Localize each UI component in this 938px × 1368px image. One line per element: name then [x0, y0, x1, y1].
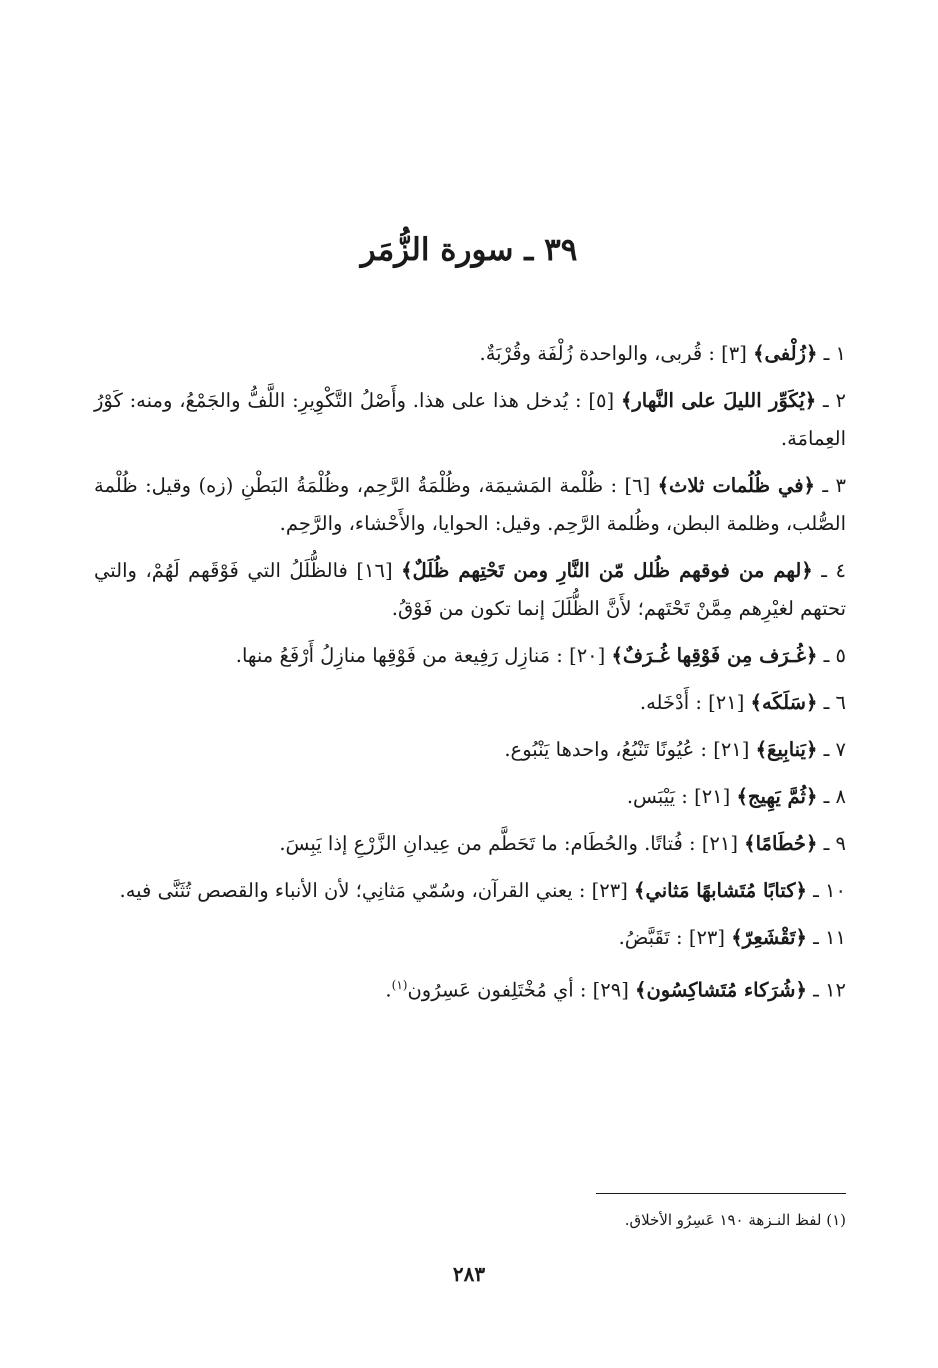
- entry-8: [94, 778, 846, 816]
- verse-ref: [٢١]: [694, 785, 731, 808]
- entry-number: ٢ ـ: [822, 389, 846, 412]
- quranic-word: ﴿كتابًا مُتَشابهًا مَثاني﴾: [634, 879, 807, 902]
- quranic-word: ﴿زُلْفى﴾: [753, 342, 818, 365]
- entry-number: ٣ ـ: [822, 474, 846, 497]
- entry-10: [94, 872, 846, 910]
- entry-3: [94, 467, 846, 543]
- quranic-word: ﴿ثُمَّ يَهِيج﴾: [736, 785, 818, 808]
- quranic-word: ﴿سَلَكَه﴾: [750, 691, 818, 714]
- verse-ref: [٢١]: [708, 691, 745, 714]
- verse-ref: [٣]: [721, 342, 747, 365]
- verse-ref: [٢١]: [713, 738, 750, 761]
- entry-12: [94, 966, 846, 1010]
- quranic-word: ﴿تَقْشَعِرّ﴾: [731, 926, 807, 949]
- footnote-marker[interactable]: (١): [391, 978, 408, 992]
- gloss: فالظُّلَلُ التي فَوْقَهم لَهُمْ، والتي تحتهم لغيْرِهم مِمَّنْ تَحْتَهم؛ لأَنَّ الظُّلَلَ إنما تكون من فَوْقُ.: [94, 559, 846, 620]
- gloss: : تَقَبَّضُ.: [618, 926, 683, 949]
- quranic-word: ﴿يَنابِيعَ﴾: [755, 738, 818, 761]
- entry-1: [94, 335, 846, 373]
- page-number: ٢٨٣: [452, 1262, 486, 1286]
- footnote-divider: [596, 1193, 846, 1194]
- gloss: : ظُلْمة المَشيمَة، وظُلْمَةُ الرَّحِم، وظُلْمَةُ البَطْنِ (زه) وقيل: ظُلْمة الصُّلب، وظلمة البطن، وظُلمة الرَّحِم. وقيل: الحوايا، والأَحْشاء، والرَّحِم.: [94, 474, 846, 535]
- entry-5: [94, 637, 846, 675]
- entry-number: ٥ ـ: [823, 644, 846, 667]
- entry-number: ١١ ـ: [813, 926, 846, 949]
- footnote-number: (١): [826, 1211, 846, 1229]
- quranic-word: ﴿لهم من فوقهم ظُلل مّن النَّارِ ومن تَحْتِهم ظُلَلٌ﴾: [401, 559, 813, 582]
- entry-7: [94, 731, 846, 769]
- gloss: : قُربى، والواحدة زُلْفَة وقُرْبَةٌ.: [479, 342, 715, 365]
- quranic-word: ﴿غُـرَف مِن فَوْقِها غُـرَفٌ﴾: [611, 644, 818, 667]
- quranic-word: ﴿شُرَكاء مُتَشاكِسُون﴾: [635, 978, 807, 1002]
- gloss: : يُدخل هذا على هذا. وأَصْلُ التَّكْوِيرِ: اللَّفُّ والجَمْعُ، ومنه: كَوْرُ العِمامَة.: [94, 389, 846, 450]
- gloss: : مَنازِل رَفِيعة من فَوْقِها منازِلُ أَرْفَعُ منها.: [235, 644, 563, 667]
- entry-11: [94, 919, 846, 957]
- entries-list: [94, 335, 846, 1019]
- verse-ref: [٢٣]: [688, 926, 725, 949]
- verse-ref: [٢٠]: [569, 644, 606, 667]
- entry-9: [94, 825, 846, 863]
- entry-4: [94, 552, 846, 628]
- entry-6: [94, 684, 846, 722]
- quranic-word: ﴿يُكَوِّر الليلَ على النَّهار﴾: [620, 389, 817, 412]
- verse-ref: [٢١]: [701, 832, 738, 855]
- gloss: : عُيُونًا تَنْبُعُ، واحدها يَنْبُوع.: [504, 738, 708, 761]
- gloss: : فُتاتًا. والحُطَام: ما تَحَطَّم من عِيدانِ الزَّرْعِ إذا يَبِسَ.: [279, 832, 696, 855]
- quranic-word: ﴿في ظُلُمات ثلاث﴾: [657, 474, 815, 497]
- sentence-end: .: [385, 978, 392, 1002]
- verse-ref: [١٦]: [356, 559, 393, 582]
- entry-number: ١ ـ: [823, 342, 846, 365]
- gloss: : يَيْبَس.: [626, 785, 688, 808]
- entry-number: ٦ ـ: [823, 691, 846, 714]
- entry-number: ٨ ـ: [823, 785, 846, 808]
- entry-number: ١٢ ـ: [813, 978, 846, 1002]
- entry-2: [94, 382, 846, 458]
- quranic-word: ﴿حُطَامًا﴾: [744, 832, 818, 855]
- gloss: : أي مُخْتَلِفون عَسِرُون: [407, 978, 587, 1002]
- surah-title: ٣٩ ـ سورة الزُّمَر: [360, 232, 578, 268]
- gloss: : يعني القرآن، وسُمّي مَثانِي؛ لأن الأنباء والقصص تُثَنَّى فيه.: [119, 879, 586, 902]
- entry-number: ٧ ـ: [823, 738, 846, 761]
- entry-number: ٤ ـ: [821, 559, 846, 582]
- verse-ref: [٥]: [588, 389, 615, 412]
- verse-ref: [٦]: [624, 474, 651, 497]
- footnote-text: لفظ النـزهة ١٩٠ عَسِرُو الأخلاق.: [624, 1211, 822, 1229]
- gloss: : أَدْخَله.: [639, 691, 702, 714]
- footnote: [94, 1206, 846, 1234]
- verse-ref: [٢٣]: [591, 879, 628, 902]
- entry-number: ٩ ـ: [823, 832, 846, 855]
- verse-ref: [٢٩]: [592, 978, 629, 1002]
- entry-number: ١٠ ـ: [813, 879, 846, 902]
